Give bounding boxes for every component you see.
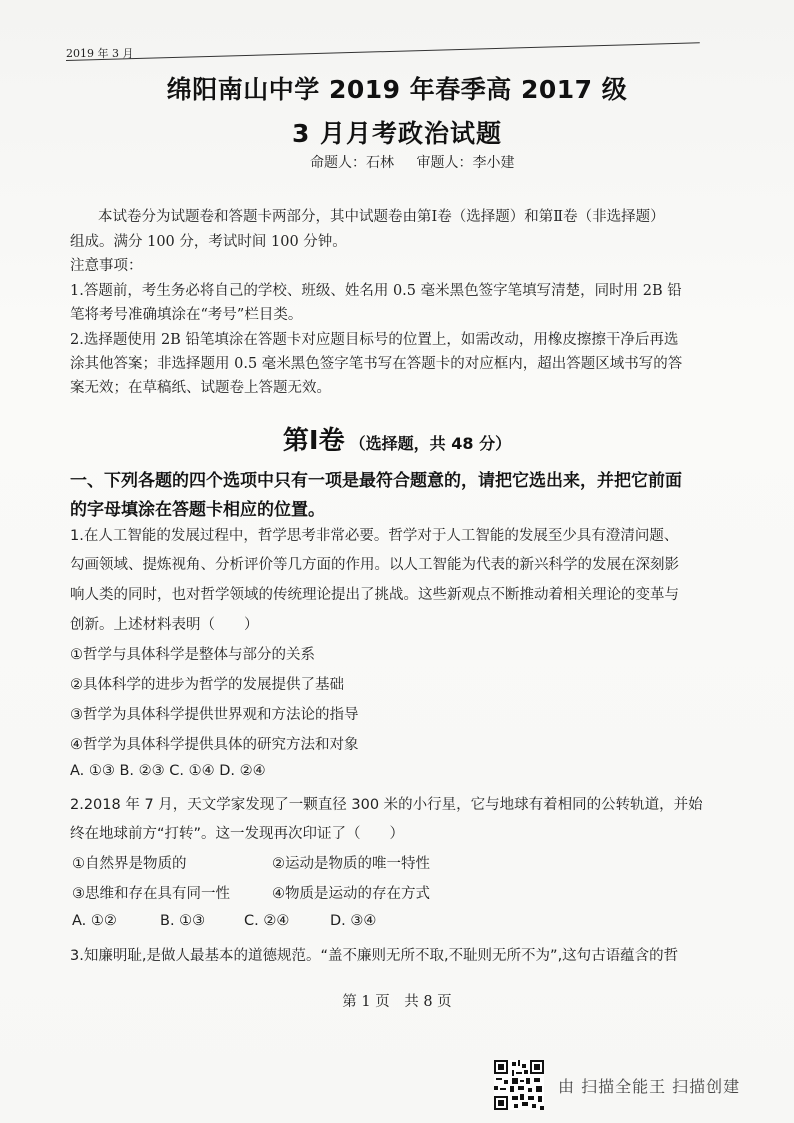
note1-line-a: 1.答题前，考生务必将自己的学校、班级、姓名用 0.5 毫米黑色签字笔填写清楚，同时用 2B 铅 [70, 283, 682, 299]
page-number: 第 1 页 共 8 页 [342, 994, 452, 1010]
exam-title-line1: 绵阳南山中学 2019 年春季高 2017 级 [166, 75, 628, 104]
header-date: 2019 年 3 月 [66, 47, 134, 60]
q2-stem-1: 2.2018 年 7 月，天文学家发现了一颗直径 300 米的小行星，它与地球有着相同的公转轨道，并始 [70, 797, 703, 813]
q1-stem-1: 1.在人工智能的发展过程中，哲学思考非常必要。哲学对于人工智能的发展至少具有澄清问题、 [70, 528, 679, 544]
note2-line-a: 2.选择题使用 2B 铅笔填涂在答题卡对应题目标号的位置上，如需改动，用橡皮擦擦干净后再选 [70, 332, 679, 348]
q1-option-3: ③哲学为具体科学提供世界观和方法论的指导 [70, 707, 359, 723]
intro-line-1: 本试卷分为试题卷和答题卡两部分，其中试题卷由第Ⅰ卷（选择题）和第Ⅱ卷（非选择题） [98, 209, 665, 225]
q3-stem-1: 3.知廉明耻,是做人最基本的道德规范。“盖不廉则无所不取,不耻则无所不为”,这句古语蕴含的哲 [70, 948, 679, 964]
section-heading [0, 420, 794, 457]
exam-title-line2: 3 月月考政治试题 [291, 119, 503, 148]
reviewer: 审题人：李小建 [416, 155, 515, 171]
q1-option-2: ②具体科学的进步为哲学的发展提供了基础 [70, 677, 344, 693]
directive-line-1: 一、下列各题的四个选项中只有一项是最符合题意的，请把它选出来，并把它前面 [70, 471, 682, 491]
q2-answer-a: A. ①② [72, 913, 117, 929]
q1-stem-3: 响人类的同时，也对哲学领域的传统理论提出了挑战。这些新观点不断推动着相关理论的变革与 [70, 587, 679, 603]
qr-code-icon [494, 1060, 544, 1110]
q2-answer-b: B. ①③ [160, 913, 206, 929]
q1-stem-4: 创新。上述材料表明（ ） [70, 617, 259, 633]
scanner-text: 由 扫描全能王 扫描创建 [558, 1076, 741, 1096]
note2-line-b: 涂其他答案；非选择题用 0.5 毫米黑色签字笔书写在答题卡的对应框内，超出答题区域书写的答 [70, 356, 683, 372]
q1-answers: A. ①③ B. ②③ C. ①④ D. ②④ [70, 763, 266, 779]
q1-option-1: ①哲学与具体科学是整体与部分的关系 [70, 647, 315, 663]
note1-line-b: 笔将考号准确填涂在“考号”栏目类。 [70, 307, 303, 323]
scanner-watermark [494, 1060, 740, 1110]
q2-option-2: ②运动是物质的唯一特性 [272, 856, 430, 872]
q2-option-3: ③思维和存在具有同一性 [72, 886, 230, 902]
section-subtitle: （选择题，共 48 分） [349, 434, 512, 453]
q1-stem-2: 勾画领域、提炼视角、分析评价等几方面的作用。以人工智能为代表的新兴科学的发展在深刻影 [70, 557, 679, 573]
q2-option-1: ①自然界是物质的 [72, 856, 187, 872]
section-title: 第Ⅰ卷 [282, 426, 345, 456]
q2-answer-c: C. ②④ [244, 913, 290, 929]
q2-stem-2: 终在地球前方“打转”。这一发现再次印证了（ ） [70, 826, 405, 842]
authors [310, 152, 532, 172]
q2-answer-d: D. ③④ [330, 913, 377, 929]
q1-option-4: ④哲学为具体科学提供具体的研究方法和对象 [70, 737, 359, 753]
notes-title: 注意事项： [70, 258, 143, 274]
note2-line-c: 案无效；在草稿纸、试题卷上答题无效。 [70, 380, 331, 396]
intro-line-2: 组成。满分 100 分，考试时间 100 分钟。 [70, 234, 347, 250]
header-rule [66, 42, 700, 61]
setter: 命题人：石林 [310, 155, 394, 171]
directive-line-2: 的字母填涂在答题卡相应的位置。 [70, 500, 325, 520]
q2-option-4: ④物质是运动的存在方式 [272, 886, 430, 902]
